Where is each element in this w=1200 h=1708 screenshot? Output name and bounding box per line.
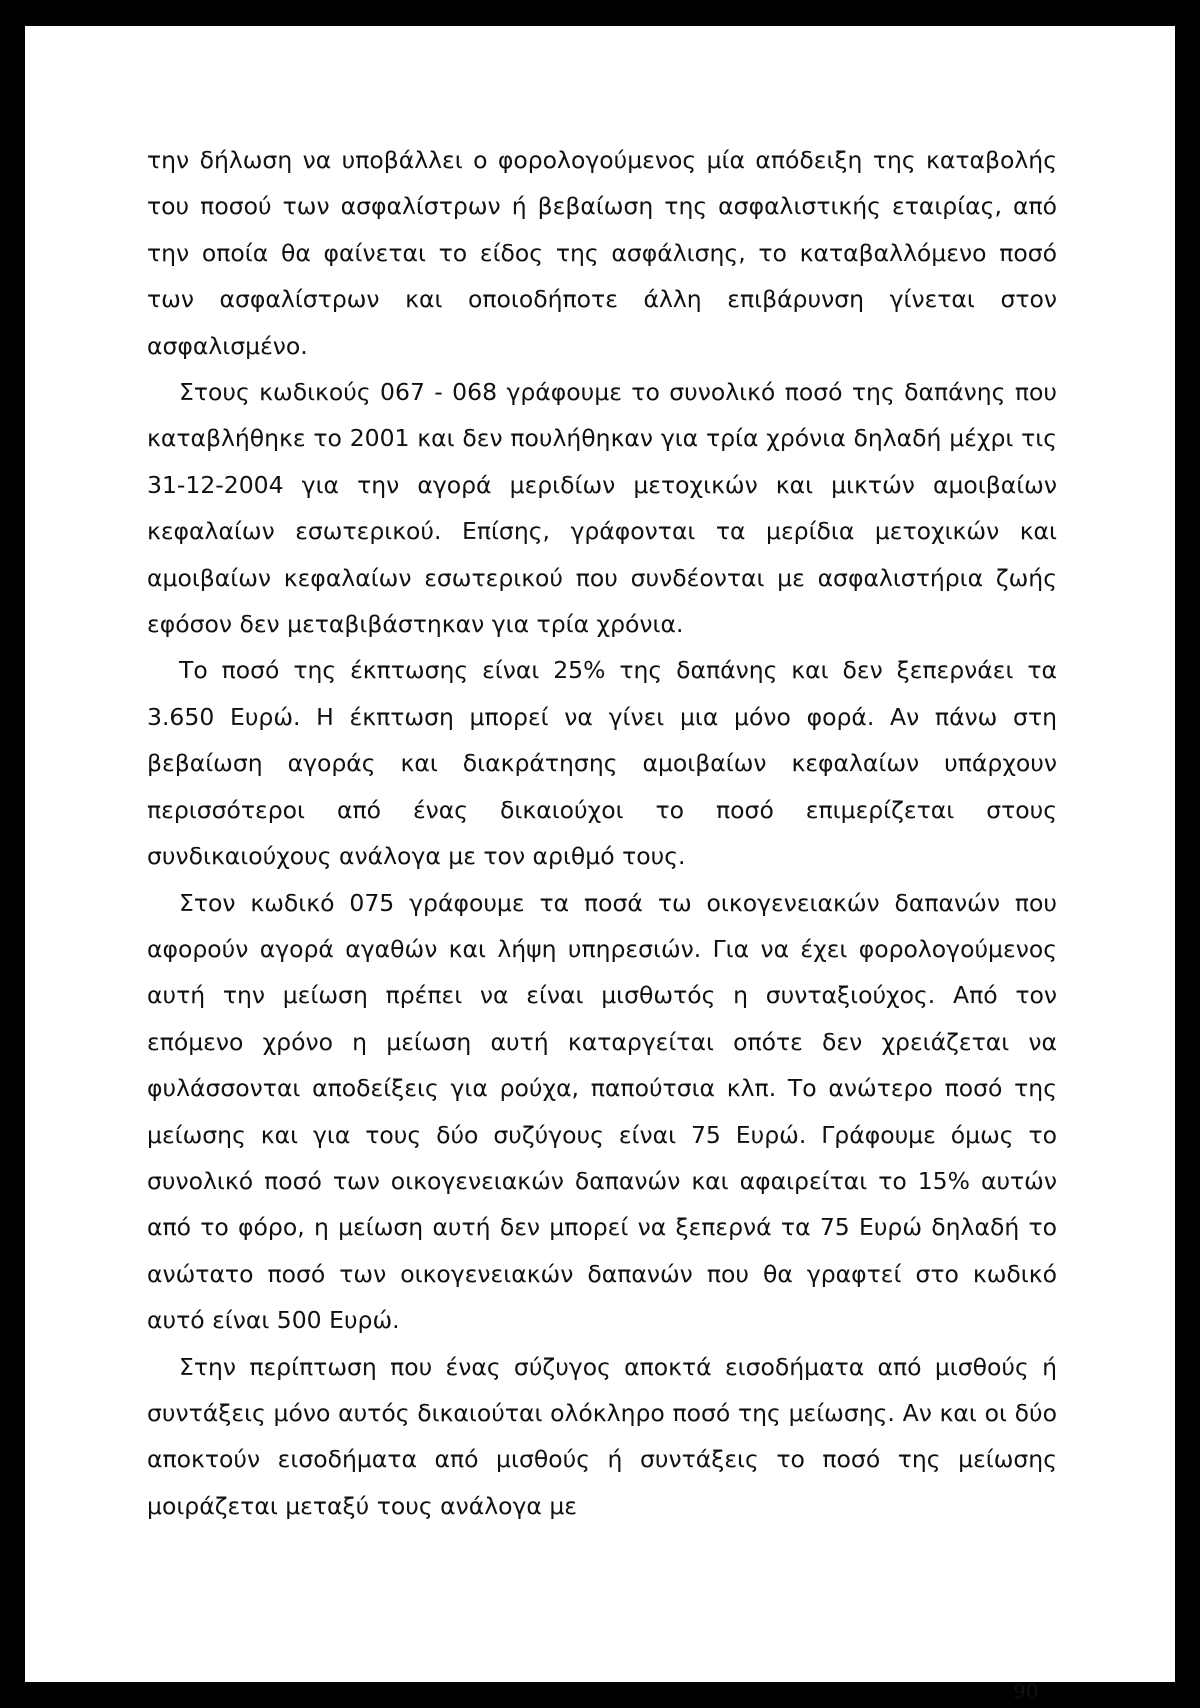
paragraph-1: την δήλωση να υποβάλλει ο φορολογούμενος μία απόδειξη της καταβολής του ποσού των ασφαλίστρων ή βεβαίωση της ασφαλιστικής εταιρίας, από την οποία θα φαίνεται το είδος της ασφάλισης, το καταβαλλόμενο ποσό των ασφαλίστρων και οποιοδήποτε άλλη επιβάρυνση γίνεται στον ασφαλισμένο. <box>147 146 1057 360</box>
paragraph-3: Το ποσό της έκπτωσης είναι 25% της δαπάνης και δεν ξεπερνάει τα 3.650 Ευρώ. Η έκπτωση μπορεί να γίνει μια μόνο φορά. Αν πάνω στη βεβαίωση αγοράς και διακράτησης αμοιβαίων κεφαλαίων υπάρχουν περισσότεροι από ένας δικαιούχοι το ποσό επιμερίζεται στους συνδικαιούχους ανάλογα με τον αριθμό τους. <box>147 656 1057 871</box>
page-number: 90 <box>1013 1679 1039 1703</box>
paragraph-2: Στους κωδικούς 067 - 068 γράφουμε το συνολικό ποσό της δαπάνης που καταβλήθηκε το 2001 και δεν πουλήθηκαν για τρία χρόνια δηλαδή μέχρι τις 31-12-2004 για την αγορά μεριδίων μετοχικών και μικτών αμοιβαίων κεφαλαίων εσωτερικού. Επίσης, γράφονται τα μερίδια μετοχικών και αμοιβαίων κεφαλαίων εσωτερικού που συνδέονται με ασφαλιστήρια ζωής εφόσον δεν μεταβιβάστηκαν για τρία χρόνια. <box>147 378 1057 639</box>
body-text <box>147 137 1057 1529</box>
paragraph-4: Στον κωδικό 075 γράφουμε τα ποσά τω οικογενειακών δαπανών που αφορούν αγορά αγαθών και λήψη υπηρεσιών. Για να έχει φορολογούμενος αυτή την μείωση πρέπει να είναι μισθωτός η συνταξιούχος. Από τον επόμενο χρόνο η μείωση αυτή καταργείται οπότε δεν χρειάζεται να φυλάσσονται αποδείξεις για ρούχα, παπούτσια κλπ. Το ανώτερο ποσό της μείωσης και για τους δύο συζύγους είναι 75 Ευρώ. Γράφουμε όμως το συνολικό ποσό των οικογενειακών δαπανών και αφαιρείται το 15% αυτών από το φόρο, η μείωση αυτή δεν μπορεί να ξεπερνά τα 75 Ευρώ δηλαδή το ανώτατο ποσό των οικογενειακών δαπανών που θα γραφτεί στο κωδικό αυτό είναι 500 Ευρώ. <box>147 888 1057 1335</box>
document-page <box>25 26 1175 1703</box>
paragraph-5: Στην περίπτωση που ένας σύζυγος αποκτά εισοδήματα από μισθούς ή συντάξεις μόνο αυτός δικαιούται ολόκληρο ποσό της μείωσης. Αν και οι δύο αποκτούν εισοδήματα από μισθούς ή συντάξεις το ποσό της μείωσης μοιράζεται μεταξύ τους ανάλογα με <box>147 1352 1057 1520</box>
